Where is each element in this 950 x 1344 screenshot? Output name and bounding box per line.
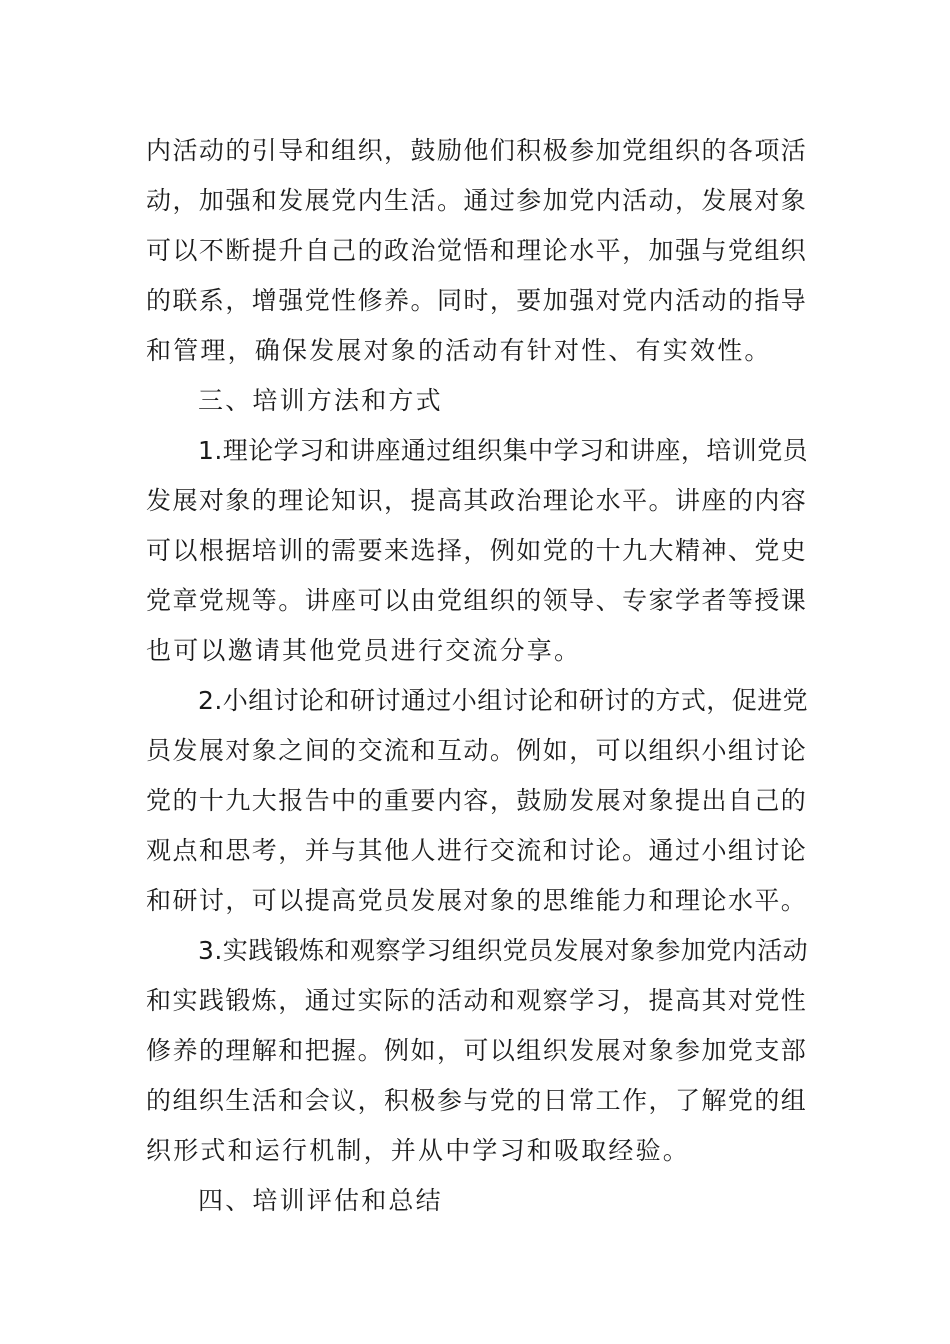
text-line: 可以不断提升自己的政治觉悟和理论水平，加强与党组织	[146, 236, 808, 265]
section-heading: 四、培训评估和总结	[198, 1186, 443, 1215]
text-line: 1.理论学习和讲座通过组织集中学习和讲座，培训党员	[198, 436, 809, 465]
document-body	[146, 126, 810, 1226]
text-line: 动，加强和发展党内生活。通过参加党内活动，发展对象	[146, 186, 808, 215]
text-line: 内活动的引导和组织，鼓励他们积极参加党组织的各项活	[146, 136, 808, 165]
text-line: 也可以邀请其他党员进行交流分享。	[146, 636, 582, 665]
text-line: 员发展对象之间的交流和互动。例如，可以组织小组讨论	[146, 736, 808, 765]
text-line: 和实践锻炼，通过实际的活动和观察学习，提高其对党性	[146, 986, 808, 1015]
text-line: 的组织生活和会议，积极参与党的日常工作，了解党的组	[146, 1086, 808, 1115]
section-heading: 三、培训方法和方式	[198, 386, 443, 415]
text-line: 2.小组讨论和研讨通过小组讨论和研讨的方式，促进党	[198, 686, 809, 715]
text-line: 观点和思考，并与其他人进行交流和讨论。通过小组讨论	[146, 836, 808, 865]
text-line: 发展对象的理论知识，提高其政治理论水平。讲座的内容	[146, 486, 808, 515]
text-line: 修养的理解和把握。例如，可以组织发展对象参加党支部	[146, 1036, 808, 1065]
text-line: 党的十九大报告中的重要内容，鼓励发展对象提出自己的	[146, 786, 808, 815]
text-line: 可以根据培训的需要来选择，例如党的十九大精神、党史	[146, 536, 808, 565]
text-line: 织形式和运行机制，并从中学习和吸取经验。	[146, 1136, 691, 1165]
text-line: 和管理，确保发展对象的活动有针对性、有实效性。	[146, 336, 772, 365]
text-line: 的联系，增强党性修养。同时，要加强对党内活动的指导	[146, 286, 808, 315]
text-line: 3.实践锻炼和观察学习组织党员发展对象参加党内活动	[198, 936, 809, 965]
text-line: 和研讨，可以提高党员发展对象的思维能力和理论水平。	[146, 886, 808, 915]
text-line: 党章党规等。讲座可以由党组织的领导、专家学者等授课	[146, 586, 808, 615]
